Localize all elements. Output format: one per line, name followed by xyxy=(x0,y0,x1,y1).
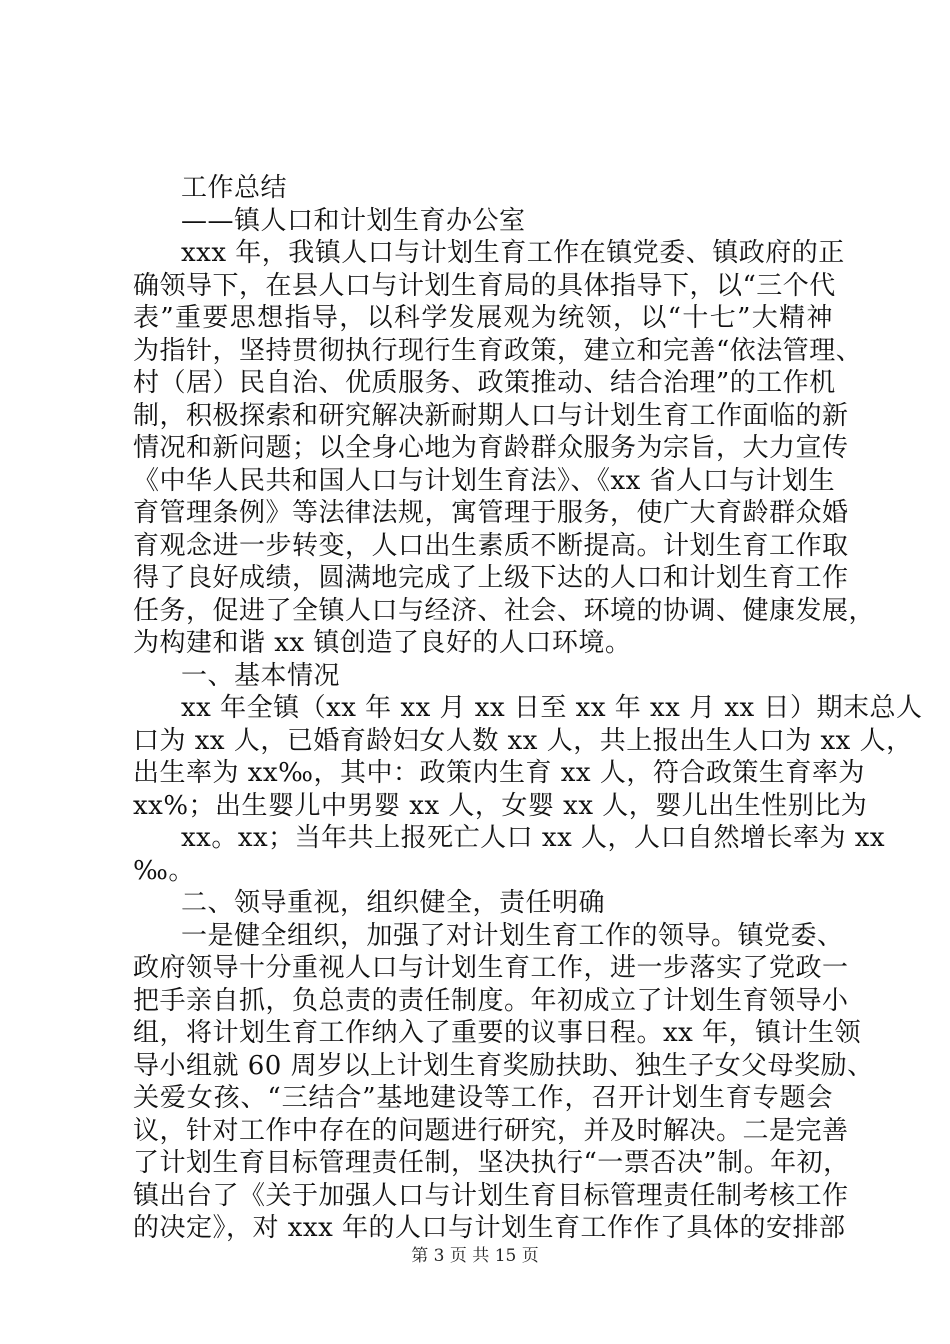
paragraph-line: 确领导下，在县人口与计划生育局的具体指导下，以“三个代 xyxy=(133,270,836,301)
paragraph-line: xx。xx；当年共上报死亡人口 xx 人，人口自然增长率为 xx xyxy=(181,823,886,853)
paragraph-line: 政府领导十分重视人口与计划生育工作，进一步落实了党政一 xyxy=(133,953,849,983)
paragraph-line: xx 年全镇（xx 年 xx 月 xx 日至 xx 年 xx 月 xx 日）期末总人 xyxy=(181,693,923,723)
document-subtitle: ——镇人口和计划生育办公室 xyxy=(181,205,526,236)
paragraph-line: 关爱女孩、“三结合”基地建设等工作，召开计划生育专题会 xyxy=(133,1083,833,1113)
paragraph-line: 育观念进一步转变，人口出生素质不断提高。计划生育工作取 xyxy=(133,530,849,561)
paragraph-line: 的决定》，对 xxx 年的人口与计划生育工作作了具体的安排部 xyxy=(133,1213,846,1243)
paragraph-line: 得了良好成绩，圆满地完成了上级下达的人口和计划生育工作 xyxy=(133,563,849,593)
paragraph-line: xxx 年，我镇人口与计划生育工作在镇党委、镇政府的正 xyxy=(181,238,845,268)
section-heading: 一、基本情况 xyxy=(181,660,341,691)
paragraph-line: 导小组就 60 周岁以上计划生育奖励扶助、独生子女父母奖励、 xyxy=(133,1050,874,1081)
section-heading: 二、领导重视，组织健全，责任明确 xyxy=(181,888,606,918)
paragraph-line: 情况和新问题；以全身心地为育龄群众服务为宗旨，大力宣传 xyxy=(133,433,849,463)
paragraph-line: 镇出台了《关于加强人口与计划生育目标管理责任制考核工作 xyxy=(133,1180,849,1211)
paragraph-line: 为构建和谐 xx 镇创造了良好的人口环境。 xyxy=(133,628,632,658)
paragraph-line: 出生率为 xx‰，其中：政策内生育 xx 人，符合政策生育率为 xyxy=(133,758,865,788)
paragraph-line: 组，将计划生育工作纳入了重要的议事日程。xx 年，镇计生领 xyxy=(133,1018,862,1048)
paragraph-line: 制，积极探索和研究解决新耐期人口与计划生育工作面临的新 xyxy=(133,400,849,431)
document-body xyxy=(133,172,923,1245)
paragraph-line: 了计划生育目标管理责任制，坚决执行“一票否决”制。年初， xyxy=(133,1148,850,1178)
document-title: 工作总结 xyxy=(181,173,288,203)
paragraph-line: 把手亲自抓，负总责的责任制度。年初成立了计划生育领导小 xyxy=(133,985,849,1016)
paragraph-line: xx%；出生婴儿中男婴 xx 人，女婴 xx 人，婴儿出生性别比为 xyxy=(133,790,868,821)
paragraph-line: 《中华人民共和国人口与计划生育法》、《xx 省人口与计划生 xyxy=(133,465,836,496)
paragraph-line: 任务，促进了全镇人口与经济、社会、环境的协调、健康发展， xyxy=(133,595,876,626)
paragraph-line: 村（居）民自治、优质服务、政策推动、结合治理”的工作机 xyxy=(133,368,836,398)
paragraph-line: 育管理条例》等法律法规，寓管理于服务，使广大育龄群众婚 xyxy=(133,498,849,528)
paragraph-line: 表”重要思想指导，以科学发展观为统领，以“十七”大精神 xyxy=(133,303,833,333)
paragraph-line: ‰。 xyxy=(133,855,195,886)
paragraph-line: 一是健全组织，加强了对计划生育工作的领导。镇党委、 xyxy=(181,920,844,951)
paragraph-line: 口为 xx 人，已婚育龄妇女人数 xx 人，共上报出生人口为 xx 人， xyxy=(133,725,913,756)
paragraph-line: 议，针对工作中存在的问题进行研究，并及时解决。二是完善 xyxy=(133,1115,849,1146)
paragraph-line: 为指针，坚持贯彻执行现行生育政策，建立和完善“依法管理、 xyxy=(133,335,863,366)
page-footer: 第 3 页 共 15 页 xyxy=(411,1246,539,1266)
